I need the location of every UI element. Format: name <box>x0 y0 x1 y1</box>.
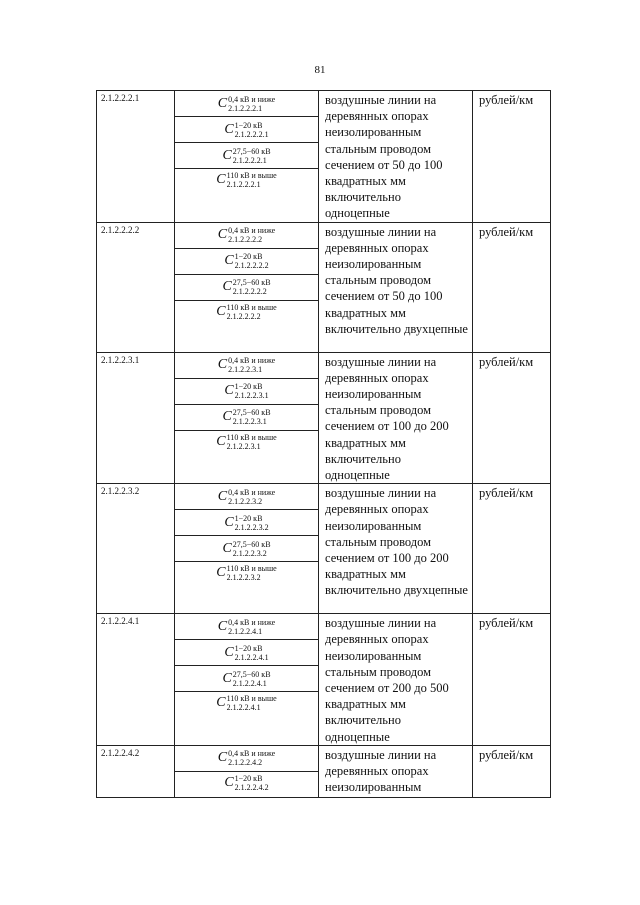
formula-subscript: 2.1.2.2.4.1 <box>228 626 263 636</box>
formula-subscript: 2.1.2.2.3.2 <box>228 496 263 506</box>
formula <box>216 171 276 189</box>
table-row <box>97 614 551 746</box>
page-number: 81 <box>314 64 326 76</box>
formula-superscript: 1−20 кВ <box>234 382 263 392</box>
rate-symbol <box>175 275 318 301</box>
rate-symbols-cell <box>175 745 319 797</box>
rate-symbol <box>175 562 318 606</box>
formula <box>218 749 275 767</box>
formula-subscript: 2.1.2.2.2.1 <box>234 129 269 139</box>
formula <box>218 356 275 374</box>
formula-subscript: 2.1.2.2.2.2 <box>228 235 263 245</box>
formula-symbol: C <box>224 644 234 660</box>
formula-subscript: 2.1.2.2.2.2 <box>226 311 261 321</box>
formula-subscript: 2.1.2.2.2.2 <box>234 261 269 271</box>
formula <box>224 644 268 662</box>
rate-symbol <box>175 91 318 117</box>
formula-indices <box>235 382 269 400</box>
rate-symbols-list <box>175 353 318 475</box>
formula-indices <box>228 749 275 767</box>
formula-superscript: 1−20 кВ <box>234 643 263 653</box>
row-unit: рублей/км <box>473 614 551 746</box>
formula-indices <box>227 303 277 321</box>
formula <box>224 252 268 270</box>
rate-symbols-cell <box>175 222 319 352</box>
formula-symbol: C <box>222 670 232 686</box>
formula-subscript: 2.1.2.2.3.1 <box>232 417 267 427</box>
formula-subscript: 2.1.2.2.4.1 <box>232 678 267 688</box>
rate-symbol <box>175 405 318 431</box>
formula-indices <box>228 226 275 244</box>
formula-subscript: 2.1.2.2.2.1 <box>228 103 263 113</box>
formula-subscript: 2.1.2.2.2.1 <box>232 155 267 165</box>
row-description: воздушные линии на деревянных опорах неизолированным стальным проводом сечением от 50 до 100 квадратных мм включительно одноцепные <box>319 91 473 223</box>
rates-table <box>96 90 551 798</box>
formula-indices <box>227 564 277 582</box>
row-unit: рублей/км <box>473 91 551 223</box>
rate-symbols-cell <box>175 614 319 746</box>
formula <box>216 564 276 582</box>
formula <box>218 95 275 113</box>
formula <box>224 121 268 139</box>
formula-symbol: C <box>216 565 226 581</box>
rate-symbol <box>175 117 318 143</box>
table-row <box>97 222 551 352</box>
formula-superscript: 0,4 кВ и ниже <box>228 226 276 236</box>
formula-symbol: C <box>222 279 232 295</box>
rate-symbols-list <box>175 484 318 606</box>
formula-subscript: 2.1.2.2.3.2 <box>234 522 269 532</box>
rate-symbol <box>175 536 318 562</box>
row-description: воздушные линии на деревянных опорах неизолированным стальным проводом сечением от 100 до 200 квадратных мм включительно одноцепные <box>319 352 473 484</box>
formula <box>222 540 270 558</box>
formula-symbol: C <box>217 750 228 766</box>
formula-symbol: C <box>224 514 234 530</box>
formula-superscript: 110 кВ и выше <box>226 694 277 704</box>
formula-symbol: C <box>217 357 228 373</box>
rate-symbol <box>175 666 318 692</box>
formula-subscript: 2.1.2.2.4.1 <box>234 652 269 662</box>
rate-symbols-cell <box>175 352 319 484</box>
formula-indices <box>228 356 275 374</box>
formula-superscript: 110 кВ и выше <box>226 564 277 574</box>
rate-symbol <box>175 484 318 510</box>
formula <box>218 488 275 506</box>
rate-symbol <box>175 143 318 169</box>
formula-superscript: 27,5−60 кВ <box>232 278 271 288</box>
formula-symbol: C <box>216 303 226 319</box>
rate-symbols-cell <box>175 484 319 614</box>
formula <box>224 382 268 400</box>
rate-symbol <box>175 169 318 213</box>
rate-symbol <box>175 379 318 405</box>
formula-superscript: 0,4 кВ и ниже <box>228 487 276 497</box>
rate-symbol <box>175 746 318 772</box>
formula-subscript: 2.1.2.2.4.1 <box>226 703 261 713</box>
formula-subscript: 2.1.2.2.3.1 <box>228 365 263 375</box>
table-row <box>97 352 551 484</box>
row-unit: рублей/км <box>473 745 551 797</box>
formula-symbol: C <box>224 383 234 399</box>
rate-symbols-list <box>175 223 318 345</box>
rate-symbol <box>175 510 318 536</box>
formula-symbol: C <box>222 409 232 425</box>
formula-indices <box>235 774 269 792</box>
table-row <box>97 484 551 614</box>
formula-symbol: C <box>217 488 228 504</box>
rate-symbols-list <box>175 91 318 213</box>
rate-symbol <box>175 249 318 275</box>
rate-symbol <box>175 692 318 736</box>
formula-subscript: 2.1.2.2.3.2 <box>232 548 267 558</box>
row-description: воздушные линии на деревянных опорах неизолированным <box>319 745 473 797</box>
rate-symbol <box>175 614 318 640</box>
formula-indices <box>235 514 269 532</box>
rate-symbol <box>175 223 318 249</box>
formula <box>216 694 276 712</box>
formula <box>222 278 270 296</box>
rate-symbol <box>175 301 318 345</box>
row-description: воздушные линии на деревянных опорах неизолированным стальным проводом сечением от 50 до 100 квадратных мм включительно двухцепные <box>319 222 473 352</box>
formula-subscript: 2.1.2.2.3.1 <box>234 391 269 401</box>
formula-superscript: 0,4 кВ и ниже <box>228 617 276 627</box>
formula <box>218 226 275 244</box>
row-description: воздушные линии на деревянных опорах неизолированным стальным проводом сечением от 200 до 500 квадратных мм включительно одноцепные <box>319 614 473 746</box>
formula <box>218 618 275 636</box>
formula-indices <box>228 618 275 636</box>
formula-superscript: 27,5−60 кВ <box>232 408 271 418</box>
formula-superscript: 1−20 кВ <box>234 773 263 783</box>
rate-symbols-list <box>175 746 318 794</box>
row-unit: рублей/км <box>473 484 551 614</box>
formula-symbol: C <box>217 95 228 111</box>
formula <box>222 408 270 426</box>
formula-indices <box>227 171 277 189</box>
formula-superscript: 1−20 кВ <box>234 120 263 130</box>
formula <box>224 514 268 532</box>
formula-symbol: C <box>224 121 234 137</box>
formula-indices <box>228 95 275 113</box>
formula <box>224 774 268 792</box>
formula-superscript: 0,4 кВ и ниже <box>228 749 276 759</box>
formula-indices <box>233 278 271 296</box>
formula-superscript: 110 кВ и выше <box>226 432 277 442</box>
formula-superscript: 27,5−60 кВ <box>232 669 271 679</box>
row-code: 2.1.2.2.2.2 <box>97 222 175 352</box>
formula-superscript: 110 кВ и выше <box>226 171 277 180</box>
rate-symbols-cell <box>175 91 319 223</box>
formula-superscript: 1−20 кВ <box>234 252 263 262</box>
formula <box>216 433 276 451</box>
formula-indices <box>227 433 277 451</box>
formula-symbol: C <box>224 253 234 269</box>
formula-superscript: 27,5−60 кВ <box>232 146 271 156</box>
formula-symbol: C <box>224 774 234 790</box>
formula-symbol: C <box>222 147 232 163</box>
rate-symbol <box>175 431 318 475</box>
formula-symbol: C <box>216 172 226 187</box>
formula-indices <box>233 670 271 688</box>
formula-subscript: 2.1.2.2.2.1 <box>226 180 261 189</box>
row-description: воздушные линии на деревянных опорах неизолированным стальным проводом сечением от 100 до 200 квадратных мм включительно двухцепные <box>319 484 473 614</box>
table-row <box>97 745 551 797</box>
row-unit: рублей/км <box>473 352 551 484</box>
formula-indices <box>233 408 271 426</box>
formula-subscript: 2.1.2.2.4.2 <box>234 782 269 792</box>
formula-indices <box>227 694 277 712</box>
formula-symbol: C <box>217 618 228 634</box>
formula-symbol: C <box>216 695 226 711</box>
formula-subscript: 2.1.2.2.3.2 <box>226 573 261 583</box>
row-code: 2.1.2.2.3.2 <box>97 484 175 614</box>
formula-superscript: 27,5−60 кВ <box>232 539 271 549</box>
table-row <box>97 91 551 223</box>
row-code: 2.1.2.2.4.2 <box>97 745 175 797</box>
formula-superscript: 0,4 кВ и ниже <box>228 356 276 366</box>
formula-subscript: 2.1.2.2.4.2 <box>228 758 263 768</box>
formula-superscript: 0,4 кВ и ниже <box>228 94 276 104</box>
formula-symbol: C <box>222 540 232 556</box>
row-unit: рублей/км <box>473 222 551 352</box>
formula-superscript: 1−20 кВ <box>234 513 263 523</box>
formula-subscript: 2.1.2.2.2.2 <box>232 287 267 297</box>
row-code: 2.1.2.2.4.1 <box>97 614 175 746</box>
row-code: 2.1.2.2.2.1 <box>97 91 175 223</box>
formula-indices <box>235 121 269 139</box>
rate-symbols-list <box>175 614 318 736</box>
rate-symbol <box>175 353 318 379</box>
formula-symbol: C <box>216 433 226 449</box>
formula-superscript: 110 кВ и выше <box>226 302 277 312</box>
row-code: 2.1.2.2.3.1 <box>97 352 175 484</box>
formula-subscript: 2.1.2.2.3.1 <box>226 441 261 451</box>
rate-symbol <box>175 772 318 794</box>
formula-indices <box>228 488 275 506</box>
formula-symbol: C <box>217 227 228 243</box>
rate-symbol <box>175 640 318 666</box>
formula-indices <box>235 252 269 270</box>
formula-indices <box>233 540 271 558</box>
formula <box>222 147 270 165</box>
formula <box>216 303 276 321</box>
formula <box>222 670 270 688</box>
formula-indices <box>235 644 269 662</box>
formula-indices <box>233 147 271 165</box>
